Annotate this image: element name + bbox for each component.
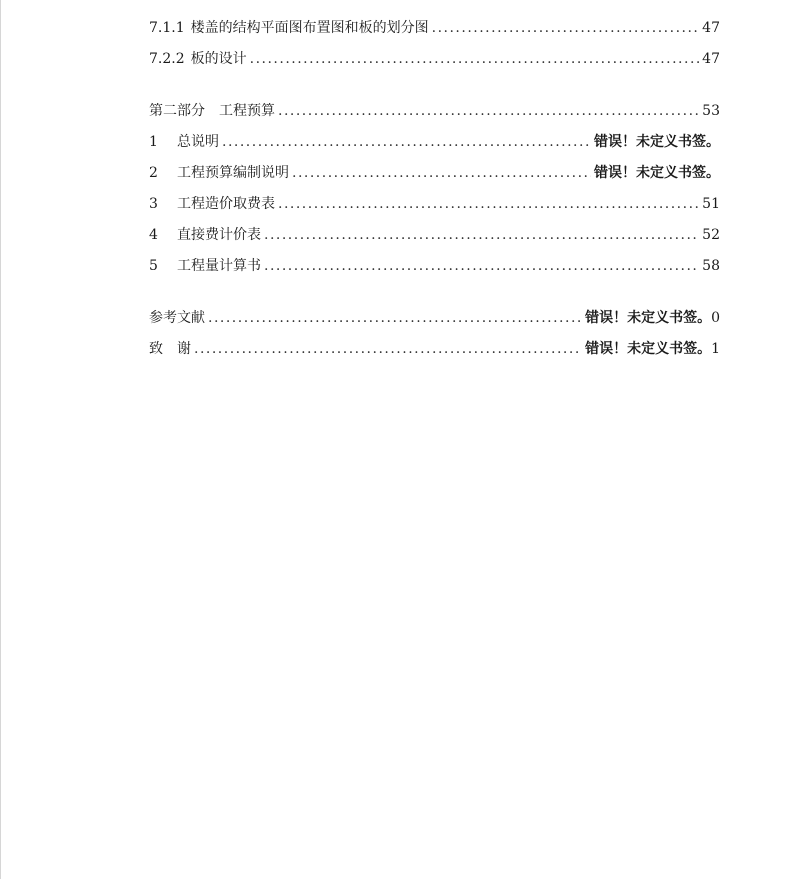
toc-entry-number: 7.1.1: [149, 20, 185, 36]
toc-entry-text: 直接费计价表: [177, 227, 261, 243]
toc-dot-leader: [278, 189, 699, 220]
toc-dot-leader: [278, 96, 699, 127]
toc-entry-number: 5: [149, 258, 158, 274]
toc-entry-7-2-2[interactable]: [149, 44, 720, 75]
toc-dot-leader: [194, 334, 582, 365]
toc-dot-leader: [292, 158, 591, 189]
toc-entry-title: [149, 334, 191, 365]
toc-entry-title: [149, 189, 275, 220]
toc-entry-text: 致 谢: [149, 341, 191, 357]
toc-entry-page: 58: [702, 258, 720, 274]
toc-entry-title: [149, 127, 219, 158]
toc-entry-number: 2: [149, 165, 158, 181]
toc-entry-page: 53: [702, 103, 720, 119]
toc-entry-page-error: 错误！未定义书签。: [594, 134, 720, 150]
toc-entry-3[interactable]: [149, 189, 720, 220]
toc-error-tail: 1: [711, 341, 720, 357]
toc-entry-title: [149, 251, 261, 282]
toc-dot-leader: [264, 251, 699, 282]
toc-entry-text: 楼盖的结构平面图布置图和板的划分图: [190, 20, 429, 36]
toc-entry-4[interactable]: [149, 220, 720, 251]
toc-error-text: 错误！未定义书签。: [585, 341, 712, 357]
toc-entry-7-1-1[interactable]: [149, 13, 720, 44]
toc-entry-title: [149, 96, 275, 127]
toc-entry-text: 总说明: [177, 134, 219, 150]
toc-entry-number: 3: [149, 196, 158, 212]
toc-entry-part-two[interactable]: [149, 96, 720, 127]
toc-entry-number: 7.2.2: [149, 51, 185, 67]
toc-entry-number: 4: [149, 227, 158, 243]
toc-entry-text: 工程量计算书: [177, 258, 261, 274]
toc-entry-title: [149, 158, 289, 189]
toc-dot-leader: [432, 13, 700, 44]
toc-entry-text: 工程预算编制说明: [177, 165, 289, 181]
toc-entry-page: 51: [702, 196, 720, 212]
toc-entry-page-error: [585, 334, 720, 365]
toc-entry-text: 参考文献: [149, 310, 205, 326]
toc-entry-number: 1: [149, 134, 158, 150]
toc-entry-title: [149, 303, 205, 334]
toc-dot-leader: [250, 44, 700, 75]
toc-entry-page-error: [585, 303, 720, 334]
toc-entry-number: 第二部分: [149, 103, 205, 119]
toc-error-text: 错误！未定义书签。: [585, 310, 712, 326]
toc-entry-title: [149, 44, 247, 75]
toc-entry-5[interactable]: [149, 251, 720, 282]
toc-entry-2[interactable]: [149, 158, 720, 189]
toc-entry-text: 工程造价取费表: [177, 196, 275, 212]
toc-error-tail: 0: [711, 310, 720, 326]
toc-entry-1[interactable]: [149, 127, 720, 158]
toc-entry-title: [149, 13, 429, 44]
table-of-contents: [149, 13, 720, 365]
toc-dot-leader: [264, 220, 699, 251]
toc-entry-page: 47: [702, 51, 720, 67]
toc-entry-page: 52: [702, 227, 720, 243]
toc-entry-acknowledgements[interactable]: [149, 334, 720, 365]
toc-entry-title: [149, 220, 261, 251]
toc-dot-leader: [208, 303, 582, 334]
toc-entry-references[interactable]: [149, 303, 720, 334]
toc-dot-leader: [222, 127, 591, 158]
toc-entry-page-error: 错误！未定义书签。: [594, 165, 720, 181]
page-edge: [0, 0, 1, 879]
toc-entry-page: 47: [702, 20, 720, 36]
toc-entry-text: 工程预算: [219, 103, 275, 119]
toc-entry-text: 板的设计: [190, 51, 247, 67]
